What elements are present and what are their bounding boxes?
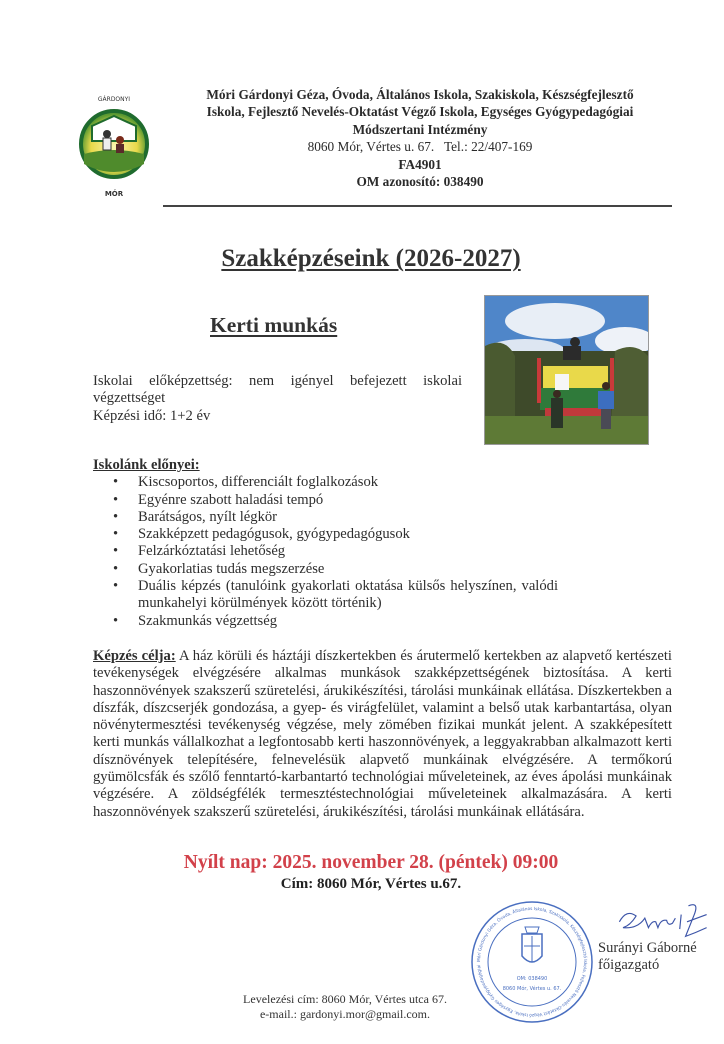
institution-name-line3: Módszertani Intézmény [352,121,488,137]
mailing-address: Levelezési cím: 8060 Mór, Vértes utca 67. [243,991,447,1006]
bullet-icon: • [113,526,119,543]
list-item-text: Egyénre szabott haladási tempó [138,491,324,508]
prerequisite-line2: végzettséget [93,390,166,407]
prerequisite-line1: Iskolai előképzettség: nem igényel befejezett iskolai [93,373,462,389]
list-item [113,492,558,509]
orchard-harvest-photo-icon [485,296,648,444]
training-goal-label: Képzés célja: [93,647,176,664]
bullet-icon: • [113,474,119,491]
advantages-heading: Iskolánk előnyei: [93,457,200,473]
closing-section [70,900,697,1024]
school-logo [70,92,162,202]
signature-column [598,900,724,974]
course-intro-text [70,295,462,425]
course-intro-photo [484,295,649,445]
header-divider [163,205,672,207]
official-stamp-icon [470,900,594,1024]
list-item [113,509,558,526]
institution-header [162,86,672,190]
list-item-text: Duális képzés (tanulóink gyakorlati oktatása külsős helyszínen, valódi munkahelyi körülmények között történik) [138,578,558,612]
list-item [113,578,558,613]
om-id: OM azonosító: 038490 [356,174,484,190]
stamp-address: 8060 Mór, Vértes u. 67. [502,985,562,992]
list-item-text: Szakképzett pedagógusok, gyógypedagógusok [138,526,410,543]
official-stamp [470,900,594,1024]
list-item-text: Felzárkóztatási lehetőség [138,543,286,560]
list-item-text: Szakmunkás végzettség [138,612,278,629]
institution-code: FA4901 [398,156,442,172]
bullet-icon: • [113,491,119,508]
list-item-text: Barátságos, nyílt légkör [138,508,278,525]
signer-block [598,940,724,974]
footer [220,992,470,1022]
training-goal-paragraph [70,648,672,821]
school-logo-icon [70,92,162,202]
training-duration: Képzési idő: 1+2 év [93,407,211,424]
logo-top-text: GÁRDONYI [97,96,131,103]
signature-icon [598,900,724,940]
institution-name-line2: Iskola, Fejlesztő Nevelés-Oktatást Végző Iskola, Egységes Gyógypedagógiai [206,104,634,120]
list-item-text: Kiscsoportos, differenciált foglalkozások [138,474,379,491]
advantages-section [70,457,672,630]
stamp-ring-text: Móri Gárdonyi Géza, Óvoda, Általános Iskola, Szakiskola, Készségfejlesztő Iskola, Fejlesztő Nevelés-Oktatást Végző Iskola, Egységes Gyógypedagógiai [476,906,588,1017]
list-item [113,526,558,543]
header [70,86,672,202]
orchard-photo [484,295,649,445]
address-phone: 8060 Mór, Vértes u. 67. Tel.: 22/407-169 [307,139,533,155]
list-item [113,474,558,491]
training-goal-text: A ház körüli és háztáji díszkertekben és árutermelő kertekben az alapvető kertészeti tevékenységek elvégzésére alkalmas munkások szakképzettségének biztosítása. A kerti haszonnövények szakszerű szüretelési, árukikészítési, tárolási munkáinak ellátása. Díszkertekben a díszfák, díszcserjék gondozása, a gyep- és virágfelület, valamint a belső utak karbantartása, olyan növénytermesztési tevékenység végzése, mely zömében fizikai munkát jelent. A szakképesített kerti munkás vállalkozhat a legfontosabb kerti haszonnövények, a leggyakrabban alkalmazott kerti dísznövények telepítésére, felnevelésük alapvető munkáinak elvégzésére. A termőkorú gyümölcsfák és szőlő fenntartó-karbantartó technológiai műveleteinek, az éves ápolási munkáinak végzésére. A zöldségfélék termesztéstechnológiai műveleteinek alkalmazására. A kerti haszonnövények szakszerű szüretelési, árukikészítési, tárolási munkáinak ellátására. [93,647,672,820]
course-title: Kerti munkás [210,313,338,337]
prerequisites-block [93,373,462,425]
institution-name-line1: Móri Gárdonyi Géza, Óvoda, Általános Iskola, Szakiskola, Készségfejlesztő [206,87,634,102]
bullet-icon: • [113,578,119,595]
bullet-icon: • [113,560,119,577]
open-day-announcement: Nyílt nap: 2025. november 28. (péntek) 09:00 [183,851,559,873]
signer-role: főigazgató [598,956,660,973]
bullet-icon: • [113,508,119,525]
page-title: Szakképzéseink (2026-2027) [221,245,521,272]
list-item [113,543,558,560]
open-day-address: Cím: 8060 Mór, Vértes u.67. [280,875,462,892]
email-address[interactable]: e-mail.: gardonyi.mor@gmail.com. [259,1006,430,1021]
signer-name: Surányi Gáborné [598,939,697,956]
stamp-om: OM: 038490 [516,975,548,982]
logo-bottom-text: MÓR [104,190,124,198]
course-intro [70,295,672,445]
advantages-list [93,474,558,630]
list-item-text: Gyakorlatias tudás megszerzése [138,560,325,577]
bullet-icon: • [113,612,119,629]
signature [598,900,724,940]
list-item [113,613,558,630]
bullet-icon: • [113,543,119,560]
list-item [113,561,558,578]
